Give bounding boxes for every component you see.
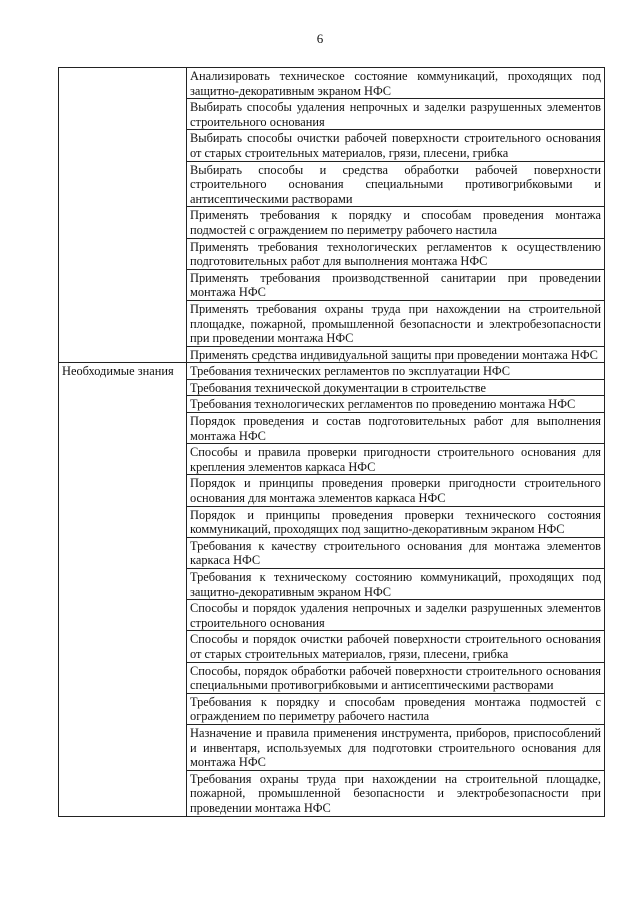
knowledge-item: Способы и порядок удаления непрочных и заделки разрушенных элементов строительного основания bbox=[187, 600, 605, 631]
knowledge-item: Требования технологических регламентов по проведению монтажа НФС bbox=[187, 396, 605, 413]
skills-item: Анализировать техническое состояние коммуникаций, проходящих под защитно-декоративным экраном НФС bbox=[187, 68, 605, 99]
knowledge-item: Способы, порядок обработки рабочей поверхности строительного основания специальными противогрибковыми и антисептическими растворами bbox=[187, 662, 605, 693]
knowledge-item: Требования технических регламентов по эксплуатации НФС bbox=[187, 363, 605, 380]
knowledge-item: Требования технической документации в строительстве bbox=[187, 379, 605, 396]
knowledge-item: Порядок и принципы проведения проверки технического состояния коммуникаций, проходящих под защитно-декоративным экраном НФС bbox=[187, 506, 605, 537]
table-row bbox=[59, 363, 605, 380]
page-number: 6 bbox=[316, 31, 324, 46]
knowledge-item: Порядок и принципы проведения проверки пригодности строительного основания для монтажа элементов каркаса НФС bbox=[187, 475, 605, 506]
knowledge-item: Требования к порядку и способам проведения монтажа подмостей с ограждением по периметру рабочего настила bbox=[187, 693, 605, 724]
requirements-table bbox=[58, 67, 605, 817]
skills-item: Применять требования технологических регламентов к осуществлению подготовительных работ для выполнения монтажа НФС bbox=[187, 238, 605, 269]
knowledge-item: Порядок проведения и состав подготовительных работ для выполнения монтажа НФС bbox=[187, 413, 605, 444]
knowledge-item: Способы и правила проверки пригодности строительного основания для крепления элементов каркаса НФС bbox=[187, 444, 605, 475]
skills-item: Выбирать способы и средства обработки рабочей поверхности строительного основания специальными противогрибковыми и антисептическими растворами bbox=[187, 161, 605, 207]
knowledge-item: Требования охраны труда при нахождении на строительной площадке, пожарной, промышленной безопасности и электробезопасности при проведении монтажа НФС bbox=[187, 770, 605, 816]
knowledge-item: Требования к качеству строительного основания для монтажа элементов каркаса НФС bbox=[187, 537, 605, 568]
requirements-table-body bbox=[59, 68, 605, 817]
skills-item: Применять требования производственной санитарии при проведении монтажа НФС bbox=[187, 269, 605, 300]
skills-section-label bbox=[59, 68, 187, 363]
skills-item: Выбирать способы удаления непрочных и заделки разрушенных элементов строительного основания bbox=[187, 99, 605, 130]
skills-item: Применять требования охраны труда при нахождении на строительной площадке, пожарной, промышленной безопасности и электробезопасности при проведении монтажа НФС bbox=[187, 300, 605, 346]
skills-item: Применять требования к порядку и способам проведения монтажа подмостей с ограждением по периметру рабочего настила bbox=[187, 207, 605, 238]
knowledge-section-label: Необходимые знания bbox=[59, 363, 187, 816]
skills-item: Выбирать способы очистки рабочей поверхности строительного основания от старых строительных материалов, грязи, плесени, грибка bbox=[187, 130, 605, 161]
skills-item: Применять средства индивидуальной защиты при проведении монтажа НФС bbox=[187, 346, 605, 363]
knowledge-item: Требования к техническому состоянию коммуникаций, проходящих под защитно-декоративным экраном НФС bbox=[187, 569, 605, 600]
table-row bbox=[59, 68, 605, 99]
knowledge-item: Способы и порядок очистки рабочей поверхности строительного основания от старых строительных материалов, грязи, плесени, грибка bbox=[187, 631, 605, 662]
knowledge-item: Назначение и правила применения инструмента, приборов, приспособлений и инвентаря, используемых для подготовки строительного основания для монтажа НФС bbox=[187, 724, 605, 770]
